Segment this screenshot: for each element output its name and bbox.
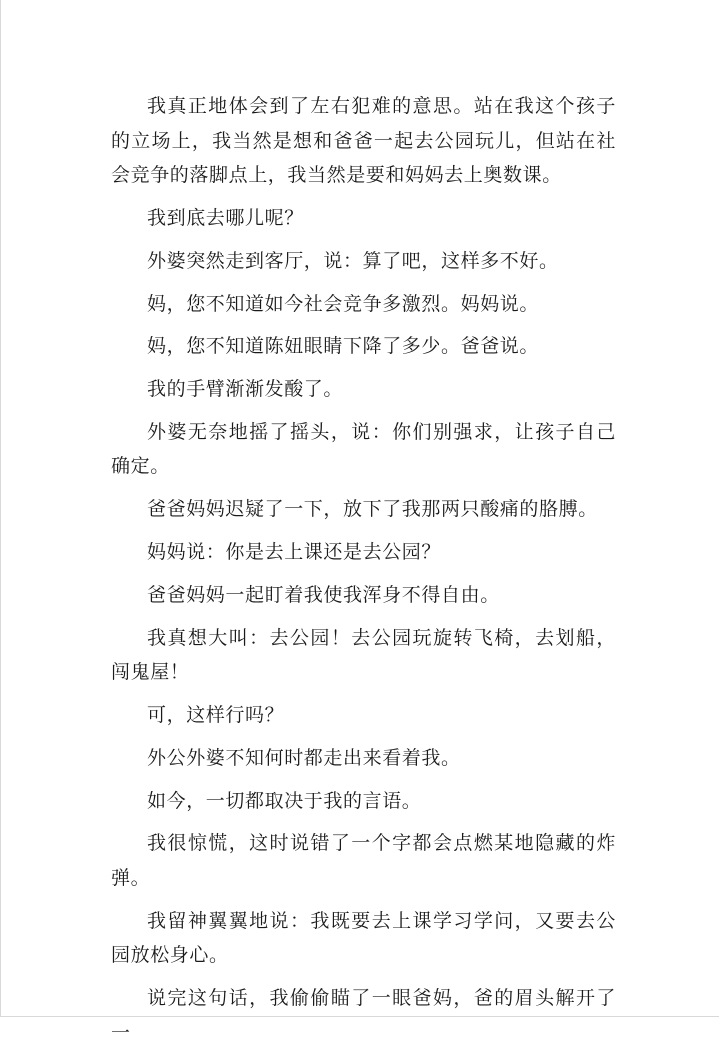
paragraph-2: 我到底去哪儿呢？ (147, 206, 304, 229)
paragraph-15: 我很惊慌，这时说错了一个字都会点燃某地隐藏的炸弹。 (111, 832, 616, 889)
paragraph-16: 我留神翼翼地说：我既要去上课学习学问，又要去公园放松身心。 (111, 909, 616, 967)
paragraph-1: 我真正地体会到了左右犯难的意思。站在我这个孩子的立场上，我当然是想和爸爸一起去公园玩儿，但站在社会竞争的落脚点上，我当然是要和妈妈去上奥数课。 (111, 95, 616, 187)
paragraph-9: 妈妈说：你是去上课还是去公园？ (147, 541, 442, 564)
paragraph-10: 爸爸妈妈一起盯着我使我浑身不得自由。 (147, 583, 500, 606)
paragraph-14: 如今，一切都取决于我的言语。 (147, 789, 422, 812)
paragraph-13: 外公外婆不知何时都走出来看着我。 (147, 746, 461, 769)
paragraph-17: 说完这句话，我偷偷瞄了一眼爸妈，爸的眉头解开了一 (111, 987, 616, 1044)
document-body (111, 89, 616, 1058)
paragraph-5: 妈，您不知道陈妞眼睛下降了多少。爸爸说。 (147, 335, 540, 358)
paragraph-11: 我真想大叫：去公园！去公园玩旋转飞椅，去划船，闯鬼屋！ (111, 626, 616, 684)
paragraph-12: 可，这样行吗？ (147, 703, 285, 726)
paragraph-7: 外婆无奈地摇了摇头，说：你们别强求，让孩子自己确定。 (111, 420, 616, 478)
paragraph-3: 外婆突然走到客厅，说：算了吧，这样多不好。 (147, 249, 559, 272)
paragraph-4: 妈，您不知道如今社会竞争多激烈。妈妈说。 (147, 292, 540, 315)
paragraph-8: 爸爸妈妈迟疑了一下，放下了我那两只酸痛的胳膊。 (147, 498, 598, 521)
paragraph-6: 我的手臂渐渐发酸了。 (147, 378, 344, 401)
